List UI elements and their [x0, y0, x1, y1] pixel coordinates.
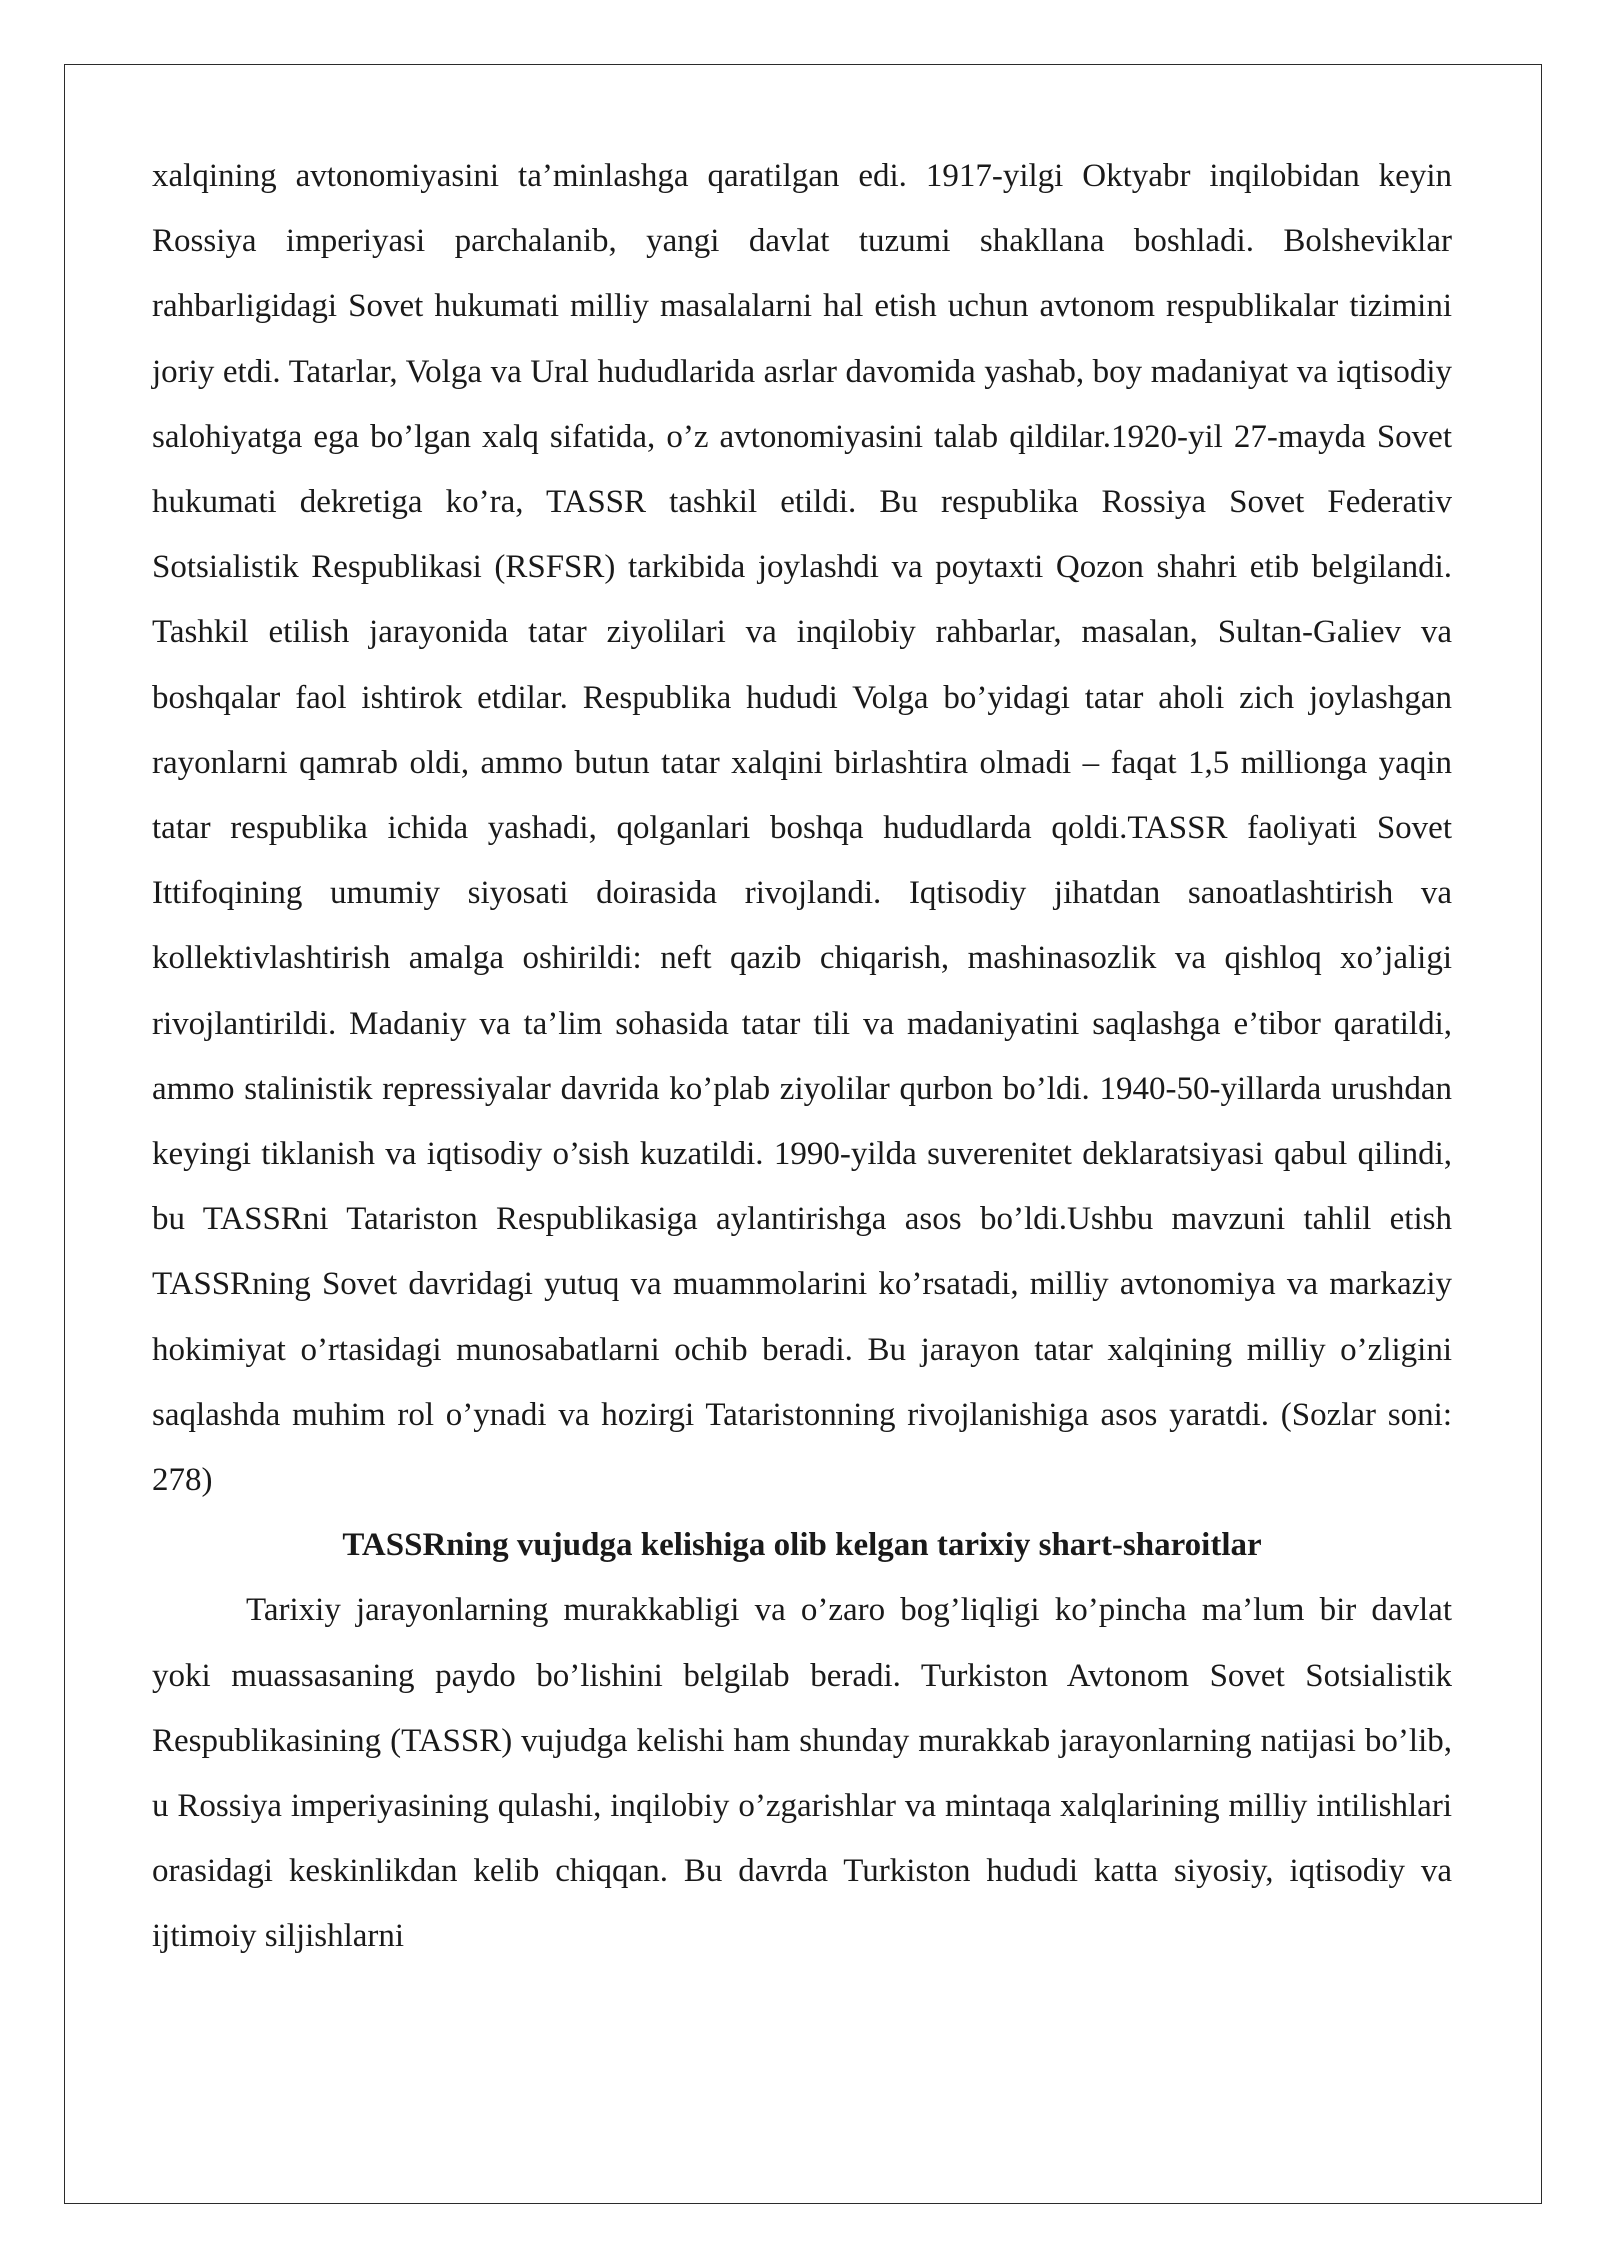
section-heading: TASSRning vujudga kelishiga olib kelgan tarixiy shart-sharoitlar: [342, 1527, 1262, 1564]
paragraph-2: Tarixiy jarayonlarning murakkabligi va o’zaro bog’liqligi ko’pincha ma’lum bir davlat yoki muassasaning paydo bo’lishini belgilab beradi. Turkiston Avtonom Sovet Sotsialistik Respublikasining (TASSR) vujudga kelishi ham shunday murakkab jarayonlarning natijasi bo’lib, u Rossiya imperiyasining qulashi, inqilobiy o’zgarishlar va mintaqa xalqlarining milliy intilishlari orasidagi keskinlikdan kelib chiqqan. Bu davrda Turkiston hududi katta siyosiy, iqtisodiy va ijtimoiy siljishlarni: [152, 1592, 1452, 1955]
document-body: [152, 144, 1452, 1970]
paragraph-1: xalqining avtonomiyasini ta’minlashga qaratilgan edi. 1917-yilgi Oktyabr inqilobidan keyin Rossiya imperiyasi parchalanib, yangi davlat tuzumi shakllana boshladi. Bolsheviklar rahbarligidagi Sovet hukumati milliy masalalarni hal etish uchun avtonom respublikalar tizimini joriy etdi. Tatarlar, Volga va Ural hududlarida asrlar davomida yashab, boy madaniyat va iqtisodiy salohiyatga ega bo’lgan xalq sifatida, o’z avtonomiyasini talab qildilar.1920-yil 27-mayda Sovet hukumati dekretiga ko’ra, TASSR tashkil etildi. Bu respublika Rossiya Sovet Federativ Sotsialistik Respublikasi (RSFSR) tarkibida joylashdi va poytaxti Qozon shahri etib belgilandi. Tashkil etilish jarayonida tatar ziyolilari va inqilobiy rahbarlar, masalan, Sultan-Galiev va boshqalar faol ishtirok etdilar. Respublika hududi Volga bo’yidagi tatar aholi zich joylashgan rayonlarni qamrab oldi, ammo butun tatar xalqini birlashtira olmadi – faqat 1,5 millionga yaqin tatar respublika ichida yashadi, qolganlari boshqa hududlarda qoldi.TASSR faoliyati Sovet Ittifoqining umumiy siyosati doirasida rivojlandi. Iqtisodiy jihatdan sanoatlashtirish va kollektivlashtirish amalga oshirildi: neft qazib chiqarish, mashinasozlik va qishloq xo’jaligi rivojlantirildi. Madaniy va ta’lim sohasida tatar tili va madaniyatini saqlashga e’tibor qaratildi, ammo stalinistik repressiyalar davrida ko’plab ziyolilar qurbon bo’ldi. 1940-50-yillarda urushdan keyingi tiklanish va iqtisodiy o’sish kuzatildi. 1990-yilda suverenitet deklaratsiyasi qabul qilindi, bu TASSRni Tatariston Respublikasiga aylantirishga asos bo’ldi.Ushbu mavzuni tahlil etish TASSRning Sovet davridagi yutuq va muammolarini ko’rsatadi, milliy avtonomiya va markaziy hokimiyat o’rtasidagi munosabatlarni ochib beradi. Bu jarayon tatar xalqining milliy o’zligini saqlashda muhim rol o’ynadi va hozirgi Tataristonning rivojlanishiga asos yaratdi. (Sozlar soni: 278): [152, 158, 1452, 1499]
